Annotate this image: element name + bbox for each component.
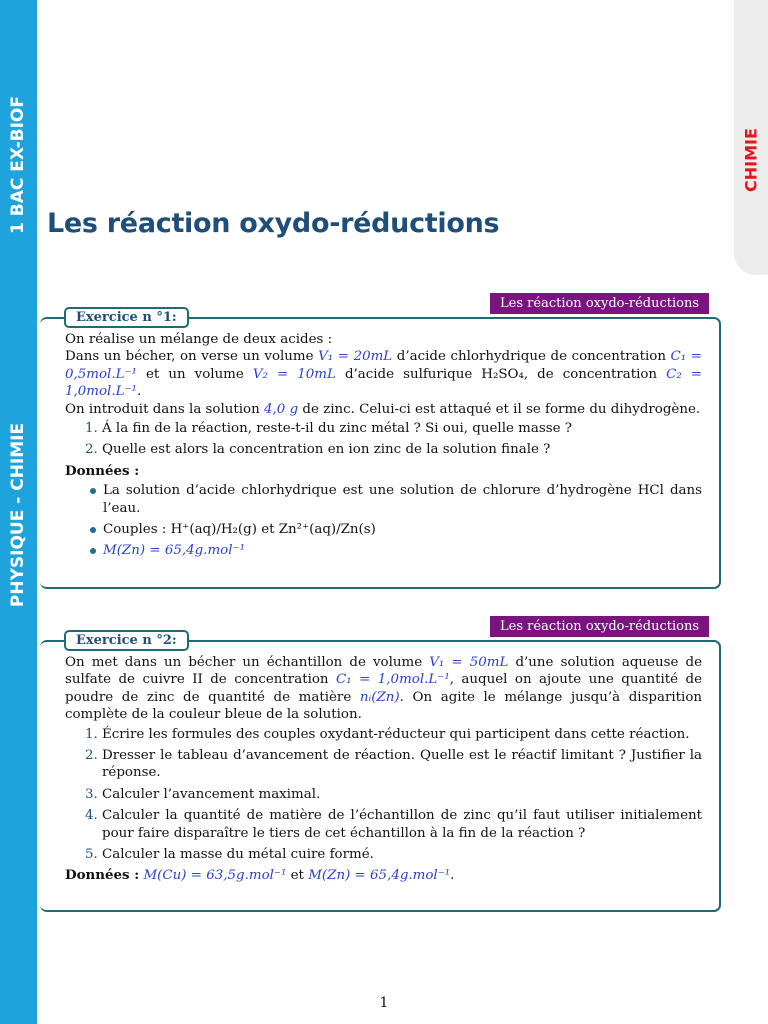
page-number: 1 xyxy=(379,995,389,1011)
text: On met dans un bécher un échantillon de volume xyxy=(65,655,423,670)
text: . xyxy=(136,384,142,400)
exercise-1-zinc-paragraph xyxy=(65,401,702,418)
level-label: 1 BAC EX-BIOF xyxy=(8,96,28,234)
subject-label: PHYSIQUE - CHIMIE xyxy=(8,422,28,608)
exercise-1-content xyxy=(65,331,702,564)
text: d’une solution aqueuse de sulfate de cuivre II de concentration xyxy=(65,655,702,688)
data-item: La solution d’acide chlorhydrique est une solution de chlorure d’hydrogène HCl dans l’eau. xyxy=(103,483,702,516)
question-3: 3. Calculer l’avancement maximal. xyxy=(102,786,702,803)
question-1: 1. Á la fin de la réaction, reste-t-il du zinc métal ? Si oui, quelle masse ? xyxy=(102,420,702,437)
side-banner xyxy=(0,0,37,1024)
question-5: 5. Calculer la masse du métal cuire formé. xyxy=(102,846,702,863)
exercise-1-data-label: Données : xyxy=(65,462,140,479)
text: et un volume xyxy=(146,366,244,382)
exercise-2 xyxy=(40,616,721,912)
exercise-1-label: Exercice n °1: xyxy=(64,307,189,328)
exercise-2-questions xyxy=(65,726,702,864)
text: d’acide sulfurique H₂SO₄, de concentration xyxy=(344,366,658,382)
molar-mass-cu: M(Cu) = 63,5g.mol⁻¹ xyxy=(143,868,287,884)
exercise-2-content xyxy=(65,654,702,885)
text: . On agite le mélange jusqu’à disparition complète de la couleur bleue de la solution. xyxy=(65,689,703,723)
data-label: Données : xyxy=(65,867,140,884)
exercise-1 xyxy=(40,293,721,589)
molar-mass-zn: M(Zn) = 65,4g.mol⁻¹ xyxy=(308,868,451,884)
question-2: 2. Quelle est alors la concentration en ion zinc de la solution finale ? xyxy=(102,441,702,458)
exercise-1-intro: On réalise un mélange de deux acides : xyxy=(65,332,333,347)
text: Dans un bécher, on verse un volume xyxy=(65,349,314,365)
concentration-c2: C₂ = 1,0mol.L⁻¹ xyxy=(65,366,703,400)
zinc-amount: nᵢ(Zn) xyxy=(359,689,400,705)
text: . xyxy=(450,868,455,884)
chimie-tab-label: CHIMIE xyxy=(741,128,761,192)
question-1: 1. Écrire les formules des couples oxydant-réducteur qui participent dans cette réaction. xyxy=(102,726,702,743)
exercise-2-tag: Les réaction oxydo-réductions xyxy=(490,616,709,637)
exercise-1-paragraph xyxy=(65,348,702,400)
question-4: 4. Calculer la quantité de matière de l’échantillon de zinc qu’il faut utiliser initialement pour faire disparaître le tiers de cet échantillon à la fin de la réaction ? xyxy=(102,807,702,842)
text: On introduit dans la solution xyxy=(65,401,260,417)
zinc-mass: 4,0 g xyxy=(264,401,299,417)
text: de zinc. Celui-ci est attaqué et il se forme du dihydrogène. xyxy=(302,401,701,417)
volume-v2: V₂ = 10mL xyxy=(252,366,336,382)
volume-v1: V₁ = 50mL xyxy=(429,655,509,670)
exercise-2-label: Exercice n °2: xyxy=(64,630,189,651)
exercise-1-data-list xyxy=(65,482,702,560)
exercise-1-tag: Les réaction oxydo-réductions xyxy=(490,293,709,314)
volume-v1: V₁ = 20mL xyxy=(318,349,393,365)
question-2: 2. Dresser le tableau d’avancement de réaction. Quelle est le réactif limitant ? Justifier la réponse. xyxy=(102,747,702,782)
concentration-c1: C₁ = 0,5mol.L⁻¹ xyxy=(65,349,702,382)
exercise-2-data xyxy=(65,867,702,884)
chimie-tab xyxy=(734,0,768,275)
text: et xyxy=(290,868,304,884)
concentration-c1: C₁ = 1,0mol.L⁻¹ xyxy=(336,672,450,688)
exercise-1-questions xyxy=(65,420,702,459)
text: , auquel on ajoute une quantité de poudre de zinc de quantité de matière xyxy=(65,672,702,705)
text: d’acide chlorhydrique de concentration xyxy=(396,349,666,365)
page-title: Les réaction oxydo-réductions xyxy=(47,208,500,239)
exercise-2-paragraph xyxy=(65,654,702,724)
data-item: Couples : H⁺(aq)/H₂(g) et Zn²⁺(aq)/Zn(s) xyxy=(103,521,702,538)
data-item: M(Zn) = 65,4g.mol⁻¹ xyxy=(103,542,702,559)
